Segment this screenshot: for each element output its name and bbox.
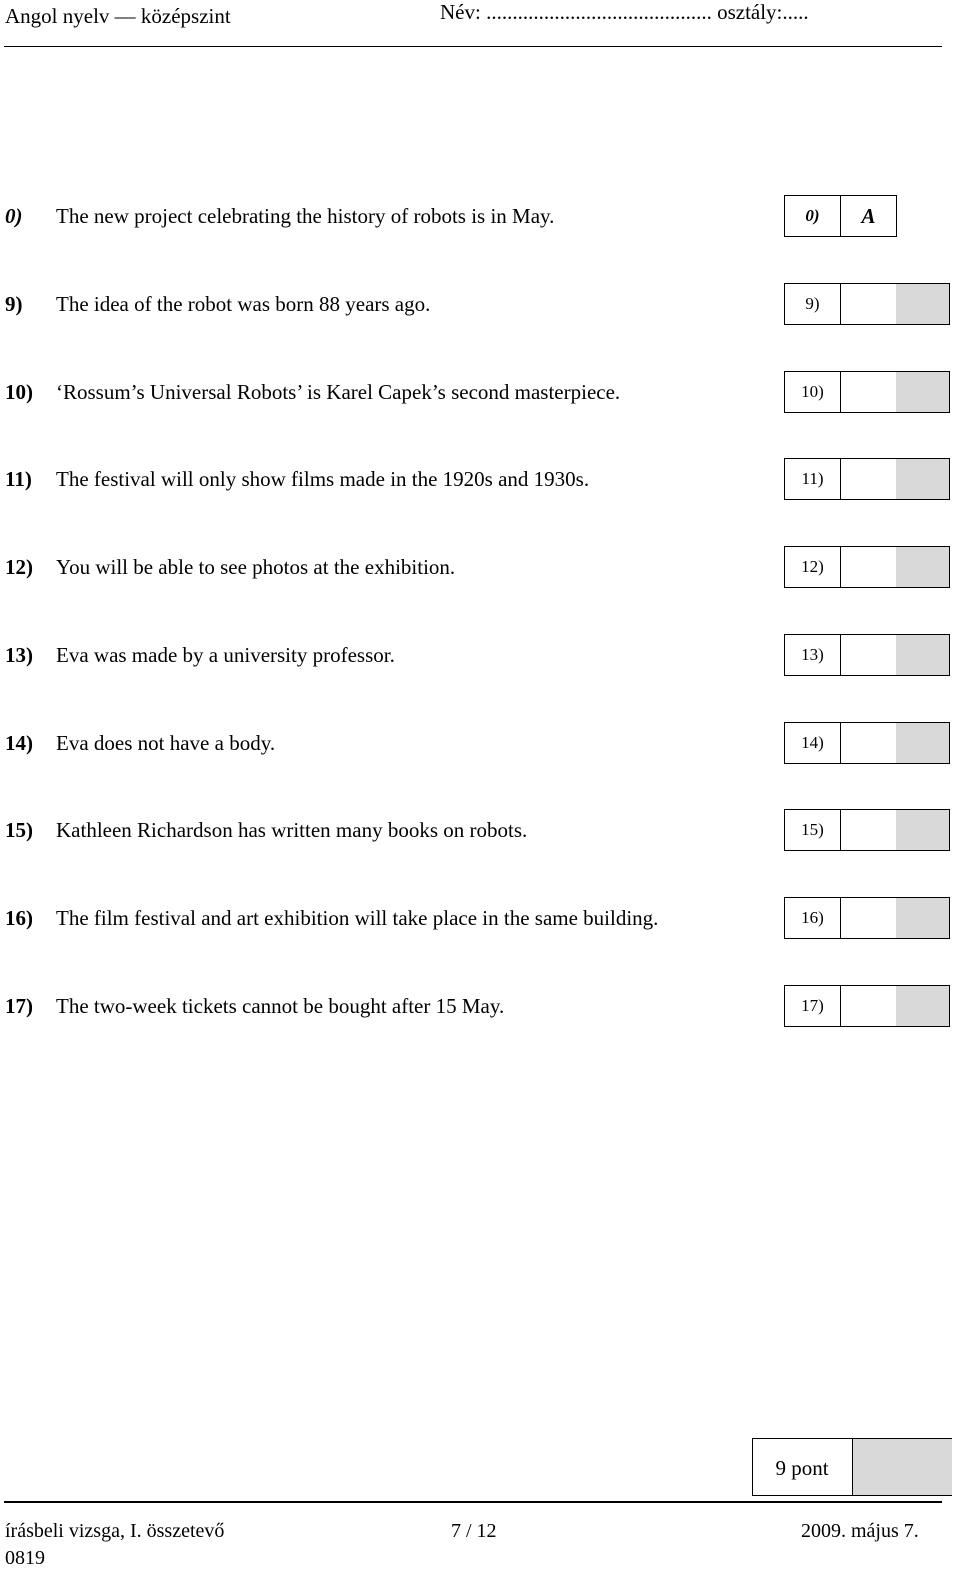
answer-box[interactable] [840,897,897,939]
answer-box[interactable] [840,634,897,676]
question-number: 17) [5,994,33,1018]
marking-box [896,634,950,676]
marking-box [896,371,950,413]
example-number: 0) [5,204,23,228]
question-number: 10) [5,380,33,404]
question-number: 11) [5,467,32,491]
answer-box-label: 11) [784,458,841,500]
footer-page-number: 7 / 12 [451,1520,497,1542]
question-statement: ‘Rossum’s Universal Robots’ is Karel Capek’s second masterpiece. [56,380,621,404]
example-box-label: 0) [784,195,841,237]
question-row [5,458,950,500]
score-box [752,1438,952,1496]
question-row [5,722,950,764]
question-row [5,809,950,851]
question-row [5,546,950,588]
question-statement: The idea of the robot was born 88 years ago. [56,292,431,316]
marking-box [896,458,950,500]
answer-box[interactable] [840,283,897,325]
header-divider [4,46,942,47]
example-statement: The new project celebrating the history of robots is in May. [56,204,555,228]
footer-date: 2009. május 7. [801,1520,919,1542]
question-number: 15) [5,818,33,842]
question-statement: Eva does not have a body. [56,731,276,755]
score-label: 9 pont [775,1456,829,1480]
answer-box-label: 16) [784,897,841,939]
footer-exam-part: írásbeli vizsga, I. összetevő [5,1520,225,1542]
example-row [5,195,950,237]
question-statement: The festival will only show films made in the 1920s and 1930s. [56,467,590,491]
header-name-class-field: Név: ........................................... osztály:..... [440,0,809,24]
question-statement: You will be able to see photos at the exhibition. [56,555,456,579]
answer-box-label: 15) [784,809,841,851]
question-number: 12) [5,555,33,579]
answer-box[interactable] [840,458,897,500]
question-row [5,897,950,939]
marking-box [896,985,950,1027]
question-row [5,985,950,1027]
marking-box [896,722,950,764]
answer-box[interactable] [840,722,897,764]
question-number: 14) [5,731,33,755]
answer-box[interactable] [840,809,897,851]
question-number: 16) [5,906,33,930]
question-statement: Kathleen Richardson has written many books on robots. [56,818,528,842]
answer-box[interactable] [840,546,897,588]
marking-box [896,809,950,851]
marking-box [896,897,950,939]
question-statement: Eva was made by a university professor. [56,643,395,667]
score-field[interactable] [852,1439,952,1495]
answer-box-label: 12) [784,546,841,588]
answer-box-label: 9) [784,283,841,325]
footer-divider [4,1501,942,1503]
answer-box[interactable] [840,985,897,1027]
marking-box [896,283,950,325]
question-row [5,634,950,676]
question-number: 13) [5,643,33,667]
question-statement: The film festival and art exhibition will take place in the same building. [56,906,659,930]
marking-box [896,546,950,588]
answer-box-label: 13) [784,634,841,676]
question-number: 9) [5,292,23,316]
header-subject: Angol nyelv — középszint [5,4,231,28]
question-statement: The two-week tickets cannot be bought after 15 May. [56,994,505,1018]
answer-box-label: 10) [784,371,841,413]
answer-box[interactable] [840,371,897,413]
question-row [5,371,950,413]
answer-box-label: 14) [784,722,841,764]
example-answer: A [840,195,897,237]
question-row [5,283,950,325]
footer-code: 0819 [5,1547,45,1569]
answer-box-label: 17) [784,985,841,1027]
